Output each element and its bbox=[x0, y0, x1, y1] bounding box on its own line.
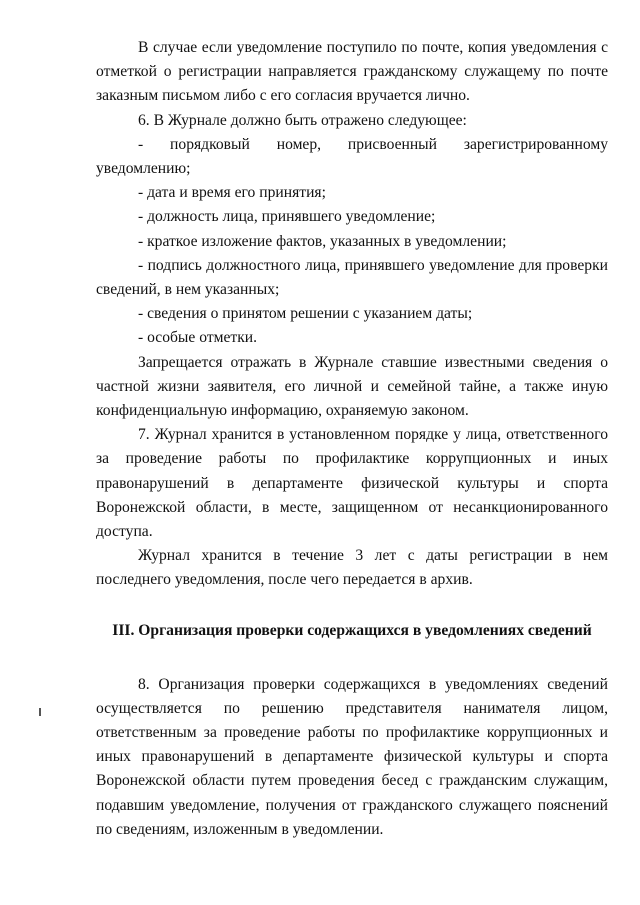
section-heading: III. Организация проверки содержащихся в уведомлениях сведений bbox=[112, 621, 592, 639]
paragraph-journal-contents-intro: 6. В Журнале должно быть отражено следующее: bbox=[138, 111, 467, 129]
list-item: - краткое изложение фактов, указанных в уведомлении; bbox=[138, 232, 507, 250]
list-item: - сведения о принятом решении с указанием даты; bbox=[138, 305, 473, 323]
scan-mark bbox=[39, 708, 41, 716]
paragraph-journal-storage-period: Журнал хранится в течение 3 лет с даты регистрации в нем последнего уведомления, после чего передается в архив. bbox=[96, 547, 608, 589]
paragraph-prohibition: Запрещается отражать в Журнале ставшие известными сведения о частной жизни заявителя, его личной и семейной тайне, а также иную конфиденциальную информацию, охраняемую законом. bbox=[96, 353, 608, 420]
list-item: - дата и время его принятия; bbox=[138, 184, 326, 202]
paragraph-mail-copy: В случае если уведомление поступило по почте, копия уведомления с отметкой о регистрации направляется гражданскому служащему по почте заказным письмом либо с его согласия вручается лично. bbox=[96, 39, 608, 105]
paragraph-journal-storage-place: 7. Журнал хранится в установленном порядке у лица, ответственного за проведение работы по профилактике коррупционных и иных правонарушений в департаменте физической культуры и спорта Воронежской области, в месте, защищенном от несанкционированного доступа. bbox=[96, 426, 608, 541]
document-page bbox=[96, 36, 608, 842]
spacer bbox=[96, 643, 608, 673]
list-item: - особые отметки. bbox=[138, 329, 258, 347]
list-item: - подпись должностного лица, принявшего уведомление для проверки сведений, в нем указанных; bbox=[96, 256, 608, 299]
paragraph-verification-organization: 8. Организация проверки содержащихся в уведомлениях сведений осуществляется по решению представителя нанимателя лицом, ответственным за проведение работы по профилактике коррупционных и иных правонарушений в департаменте физической культуры и спорта Воронежской области путем проведения бесед с гражданским служащим, подавшим уведомление, получения от гражданского служащего пояснений по сведениям, изложенным в уведомлении. bbox=[96, 675, 608, 838]
list-item: - должность лица, принявшего уведомление; bbox=[138, 208, 436, 226]
list-item: - порядковый номер, присвоенный зарегистрированному уведомлению; bbox=[96, 135, 608, 178]
